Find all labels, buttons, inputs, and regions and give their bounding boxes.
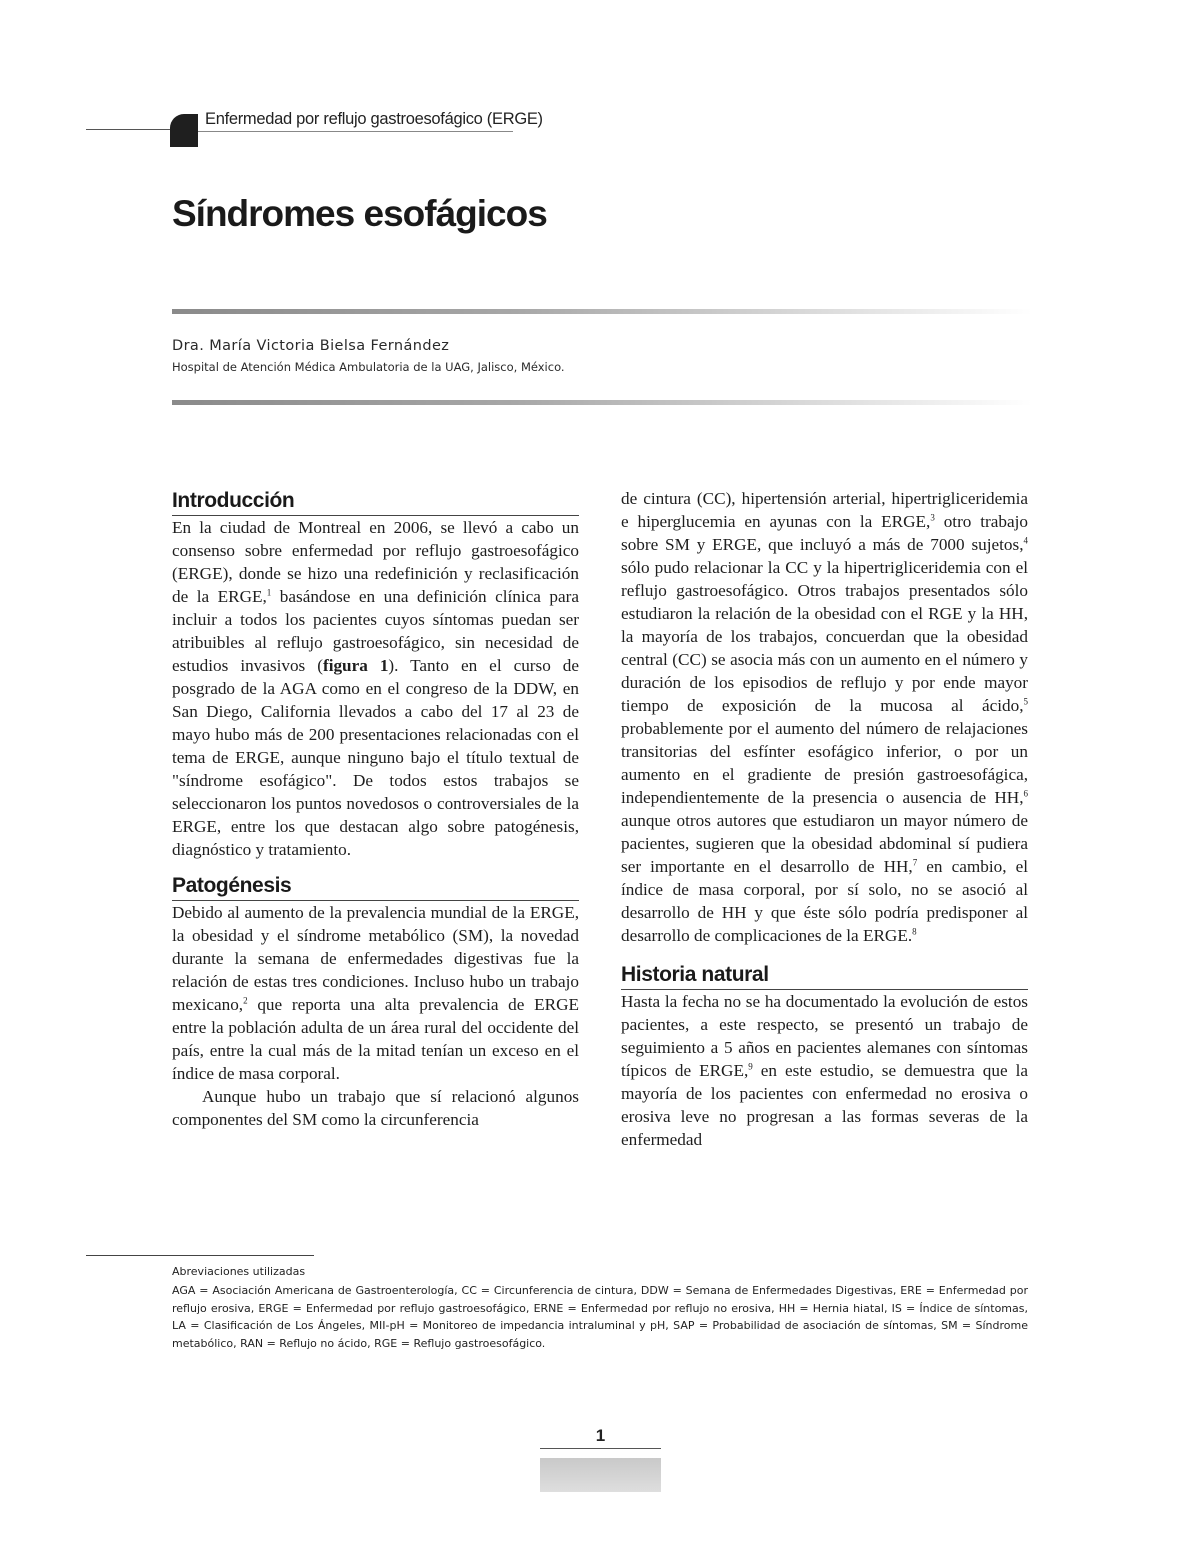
- reference-9: 9: [748, 1061, 753, 1072]
- reference-3: 3: [930, 512, 935, 523]
- left-column: [172, 487, 579, 1131]
- header-rule-left: [86, 129, 181, 130]
- article-title: Síndromes esofágicos: [172, 193, 547, 234]
- historia-paragraph: Hasta la fecha no se ha documentado la evolución de estos pacientes, a este respecto, se presentó un trabajo de seguimiento a 5 años en pacientes alemanes con síntomas típicos de ERGE,$^9$ en este estudio, se demuestra que la mayoría de los pacientes con enfermedad no erosiva o erosiva leve no progresan a las formas severas de la enfermedad: [621, 992, 1028, 1149]
- section-heading-introduccion: Introducción: [172, 487, 579, 516]
- page-number-block: [540, 1458, 661, 1492]
- title-divider: [172, 309, 1032, 314]
- page-number: 1: [595, 1426, 606, 1445]
- footnote-title: Abreviaciones utilizadas: [172, 1265, 306, 1278]
- reference-4: 4: [1023, 535, 1028, 546]
- author-name: Dra. María Victoria Bielsa Fernández: [172, 338, 450, 354]
- patogenesis-paragraph-1: Debido al aumento de la prevalencia mundial de la ERGE, la obesidad y el síndrome metabólico (SM), la novedad durante la semana de enfermedades digestivas fue la relación de estas tres condiciones. Incluso hubo un trabajo mexicano,$^2$ que reporta una alta prevalencia de ERGE entre la población adulta de un área rural del occidente del país, entre la cual más de la mitad tenían un exceso en el índice de masa corporal.: [172, 903, 579, 1083]
- page-number-rule: [540, 1448, 661, 1449]
- reference-8: 8: [912, 926, 917, 937]
- section-heading-historia-natural: Historia natural: [621, 961, 1028, 990]
- reference-2: 2: [243, 995, 248, 1006]
- intro-paragraph: En la ciudad de Montreal en 2006, se llevó a cabo un consenso sobre enfermedad por reflujo gastroesofágico (ERGE), donde se hizo una redefinición y reclasificación de la ERGE,$^1$ basándose en una definición clínica para incluir a todos los pacientes cuyos síntomas puedan ser atribuibles al reflujo gastroesofágico, sin necesidad de estudios invasivos (figura 1). Tanto en el curso de posgrado de la AGA como en el congreso de la DDW, en San Diego, California llevados a cabo del 17 al 23 de mayo hubo más de 200 presentaciones relacionadas con el tema de ERGE, aunque ninguno bajo el título textual de "síndrome esofágico". De todos estos trabajos se seleccionaron los puntos novedosos o controversiales de la ERGE, entre los que destacan algo sobre patogénesis, diagnóstico y tratamiento.: [172, 518, 580, 859]
- figure-reference: figura 1: [322, 656, 389, 675]
- reference-7: 7: [912, 857, 918, 868]
- running-header: Enfermedad por reflujo gastroesofágico (ERGE): [205, 110, 543, 128]
- patogenesis-paragraph-2: Aunque hubo un trabajo que sí relacionó algunos componentes del SM como la circunferencia: [172, 1087, 579, 1129]
- section-heading-patogenesis: Patogénesis: [172, 872, 579, 901]
- author-affiliation: Hospital de Atención Médica Ambulatoria de la UAG, Jalisco, México.: [172, 360, 565, 374]
- patogenesis-continuation: de cintura (CC), hipertensión arterial, hipertrigliceridemia e hiperglucemia en ayunas con la ERGE,$^3$ otro trabajo sobre SM y ERGE, que incluyó a más de 7000 sujetos,$^4$ sólo pudo relacionar la CC y la hipertrigliceridemia con el reflujo gastroesofágico. Otros trabajos presentados sólo estudiaron la relación de la obesidad con el RGE y la HH, la mayoría de los trabajos, concuerdan que la obesidad central (CC) se asocia más con un aumento en el número y duración de los episodios de reflujo y por ende mayor tiempo de exposición de la mucosa al ácido,$^5$ probablemente por el aumento del número de relajaciones transitorias del esfínter esofágico inferior, o por un aumento en el gradiente de presión gastroesofágica, independientemente de la presencia o ausencia de HH,$^6$ aunque otros autores que estudiaron un mayor número de pacientes, sugieren que la obesidad abdominal sí pudiera ser importante en el desarrollo de HH,$^7$ en cambio, el índice de masa corporal, por sí solo, no se asoció al desarrollo de HH y que éste sólo podría predisponer al desarrollo de complicaciones de la ERGE.$^8$: [621, 489, 1028, 945]
- footnote-abbreviations: AGA = Asociación Americana de Gastroenterología, CC = Circunferencia de cintura, DDW = Semana de Enfermedades Digestivas, ERE = Enfermedad por reflujo erosiva, ERGE = Enfermedad por reflujo gastroesofágico, ERNE = Enfermedad por reflujo no erosiva, HH = Hernia hiatal, IS = Índice de síntomas, LA = Clasificación de Los Ángeles, MII-pH = Monitoreo de impedancia intraluminal y pH, SAP = Probabilidad de asociación de síntomas, SM = Síndrome metabólico, RAN = Reflujo no ácido, RGE = Reflujo gastroesofágico.: [172, 1284, 1028, 1350]
- right-column: [621, 487, 1028, 1151]
- reference-5: 5: [1023, 696, 1028, 707]
- header-underline: [198, 131, 513, 132]
- author-divider: [172, 400, 1032, 405]
- footnote-rule: [86, 1255, 314, 1256]
- reference-1: 1: [266, 587, 272, 598]
- reference-6: 6: [1023, 788, 1028, 799]
- header-tab-marker: [170, 114, 198, 147]
